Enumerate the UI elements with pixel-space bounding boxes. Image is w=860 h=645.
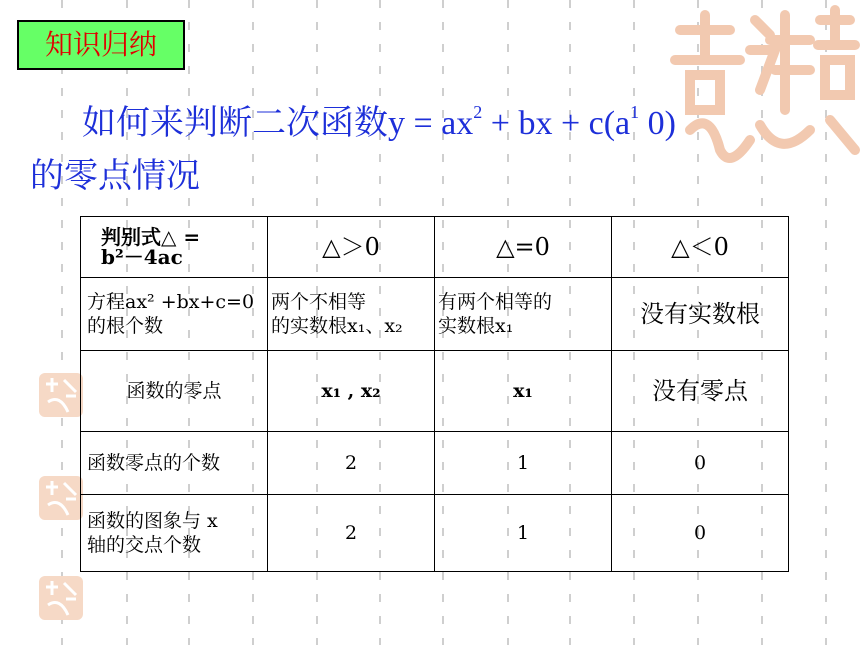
header-negative: △＜0: [612, 217, 789, 278]
quadratic-formula: $y = ax^2$ + bx + $c(a^1$ 0): [388, 102, 676, 142]
cell-zero: 1: [435, 432, 612, 495]
heading-line-1: [30, 86, 830, 150]
row-label: 函数的图象与 x 轴的交点个数: [81, 495, 268, 572]
table-row: [81, 495, 789, 572]
page-heading: [30, 86, 830, 202]
auspicious-seal-icon: [38, 475, 84, 521]
row-label: 函数零点的个数: [81, 432, 268, 495]
table-row: [81, 278, 789, 351]
cell-zero: 1: [435, 495, 612, 572]
header-discriminant: 判别式△ = b²－4ac: [81, 217, 268, 278]
table-row: [81, 432, 789, 495]
cell-positive: x₁ , x₂: [268, 351, 435, 432]
table-header-row: [81, 217, 789, 278]
cell-negative: 没有实数根: [612, 278, 789, 351]
section-title-tag: 知识归纳: [17, 20, 185, 70]
cell-positive: 2: [268, 432, 435, 495]
header-positive: △＞0: [268, 217, 435, 278]
row-label: 方程ax² +bx+c=0 的根个数: [81, 278, 268, 351]
cell-positive: 2: [268, 495, 435, 572]
heading-text: 如何来判断二次函数: [82, 103, 388, 143]
cell-negative: 没有零点: [612, 351, 789, 432]
cell-negative: 0: [612, 432, 789, 495]
table-row: [81, 351, 789, 432]
auspicious-seal-icon: [38, 575, 84, 621]
cell-zero: x₁: [435, 351, 612, 432]
header-zero: △=0: [435, 217, 612, 278]
discriminant-summary-table: [80, 216, 789, 572]
cell-negative: 0: [612, 495, 789, 572]
cell-positive: 两个不相等 的实数根x₁、x₂: [268, 278, 435, 351]
heading-line-2: 的零点情况: [30, 156, 200, 196]
row-label: 函数的零点: [81, 351, 268, 432]
cell-zero: 有两个相等的 实数根x₁: [435, 278, 612, 351]
auspicious-seal-icon: [38, 372, 84, 418]
